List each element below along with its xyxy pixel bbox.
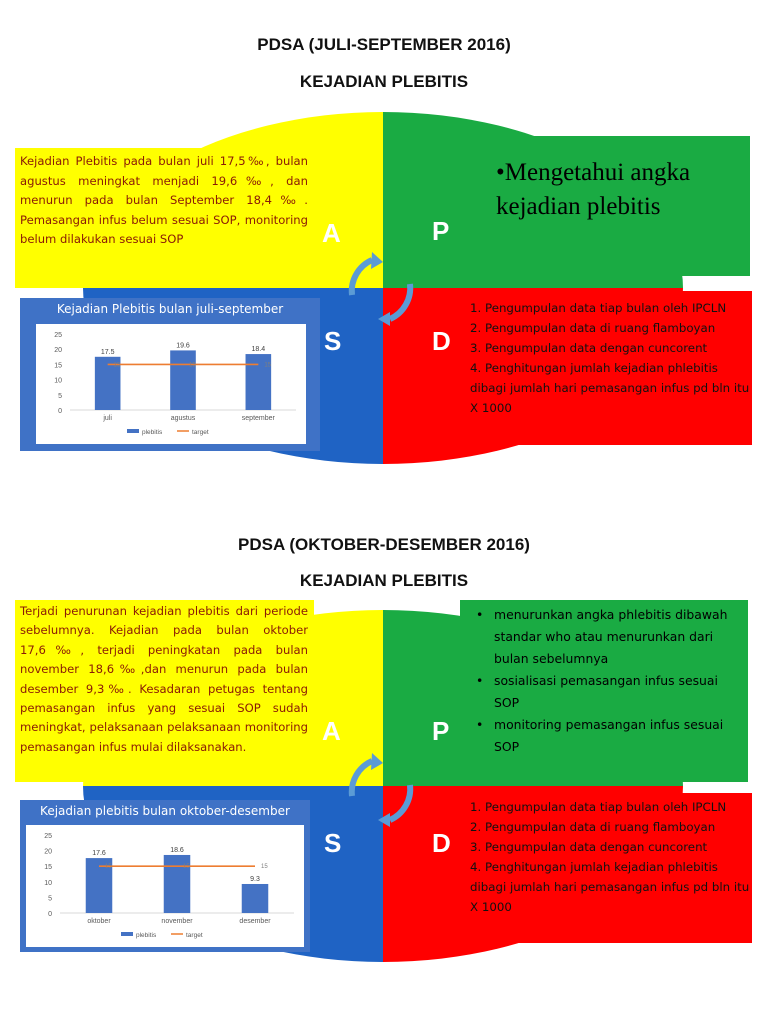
x-tick-label: september: [241, 415, 275, 422]
letter-d: D: [432, 326, 451, 356]
do-item: 2. Pengumpulan data di ruang flamboyan: [470, 820, 716, 834]
letter-a: A: [322, 218, 341, 248]
section2-subtitle: KEJADIAN PLEBITIS: [299, 571, 469, 590]
do-list: [470, 298, 750, 418]
y-tick-label: 5: [48, 895, 52, 903]
chart-title: Kejadian plebitis bulan oktober-desember: [40, 804, 290, 818]
y-tick-label: 25: [44, 833, 52, 840]
y-tick-label: 0: [48, 911, 52, 918]
act-text: Kejadian Plebitis pada bulan juli 17,5‰, bulan agustus meningkat menjadi 19,6‰, dan menurun pada bulan September 18,4‰. Pemasangan infus belum sesuai SOP, monitoring belum dilakukan sesuai SOP: [20, 154, 308, 247]
bar-data-label: 18.4: [251, 346, 266, 354]
bar-data-label: 9.3: [250, 875, 260, 883]
bar-data-label: 19.6: [176, 342, 190, 350]
target-data-label: 15: [261, 864, 268, 871]
bar: [170, 350, 196, 410]
section1-title: PDSA (JULI-SEPTEMBER 2016): [257, 35, 511, 54]
bar-data-label: 17.6: [92, 850, 106, 858]
do-list: [470, 797, 750, 917]
chart-1: [20, 298, 320, 451]
y-tick-label: 10: [44, 879, 52, 887]
do-item: 1. Pengumpulan data tiap bulan oleh IPCLN: [470, 800, 727, 814]
chart-2: [20, 800, 310, 952]
y-tick-label: 20: [44, 848, 52, 856]
letter-s: S: [324, 828, 342, 858]
do-item: 4. Penghitungan jumlah kejadian phlebitis dibagi jumlah hari pemasangan infus pd bln itu X 1000: [470, 361, 750, 415]
do-item: 1. Pengumpulan data tiap bulan oleh IPCLN: [470, 301, 727, 315]
y-tick-label: 15: [44, 864, 52, 872]
do-item: 2. Pengumpulan data di ruang flamboyan: [470, 321, 716, 335]
y-tick-label: 15: [54, 362, 62, 370]
plan-bullet: • monitoring pemasangan infus sesuai SOP: [494, 714, 734, 758]
y-tick-label: 25: [54, 332, 62, 339]
y-tick-label: 10: [54, 377, 62, 385]
do-item: 4. Penghitungan jumlah kejadian phlebitis dibagi jumlah hari pemasangan infus pd bln itu X 1000: [470, 860, 750, 914]
pdsa-cycle-2: [0, 600, 768, 980]
plan-bullets: [460, 604, 734, 758]
plan-bullet: • menurunkan angka phlebitis dibawah standar who atau menurunkan dari bulan sebelumnya: [494, 604, 734, 670]
letter-p: P: [432, 716, 450, 746]
legend-label: target: [192, 429, 209, 436]
target-data-label: 15: [189, 362, 196, 369]
y-tick-label: 5: [58, 392, 62, 400]
act-text: Terjadi penurunan kejadian plebitis dari periode sebelumnya. Kejadian pada bulan oktober 17,6‰, terjadi peningkatan pada bulan november 18,6‰,dan menurun pada bulan desember 9,3‰. Kesadaran petugas tentang pemasangan infus yang sesuai SOP sudah meningkat, pelaksanaan pelaksanaan monitoring pemasangan infus mulai dilaksanakan.: [20, 604, 308, 754]
legend-swatch-plebitis: [127, 429, 139, 433]
do-item: 3. Pengumpulan data dengan cuncorent: [470, 840, 708, 854]
legend-label: plebitis: [136, 932, 157, 939]
letter-a: A: [322, 716, 341, 746]
bar: [242, 884, 269, 913]
x-tick-label: november: [161, 918, 193, 925]
x-tick-label: oktober: [87, 918, 111, 925]
x-tick-label: agustus: [170, 415, 196, 422]
letter-p: P: [432, 216, 450, 246]
x-tick-label: desember: [239, 918, 271, 925]
section1-subtitle: KEJADIAN PLEBITIS: [299, 72, 469, 91]
legend-label: plebitis: [142, 429, 163, 436]
target-data-label: 15: [113, 362, 121, 369]
plan-bullet: • sosialisasi pemasangan infus sesuai SOP: [494, 670, 734, 714]
bar-data-label: 17.5: [100, 348, 115, 356]
legend-swatch-plebitis: [121, 932, 133, 936]
chart-svg: [26, 825, 304, 947]
letter-s: S: [324, 326, 342, 356]
target-data-label: 15: [183, 864, 190, 871]
target-data-label: 15: [264, 362, 272, 369]
letter-d: D: [432, 828, 451, 858]
target-data-label: 15: [105, 864, 112, 871]
y-tick-label: 20: [54, 347, 62, 355]
plan-text: •Mengetahui angka kejadian plebitis: [496, 159, 691, 220]
bar-data-label: 18.6: [170, 846, 184, 854]
do-item: 3. Pengumpulan data dengan cuncorent: [470, 341, 708, 355]
y-tick-label: 0: [58, 408, 62, 415]
pdsa-cycle-1: [0, 112, 768, 472]
chart-title: Kejadian Plebitis bulan juli-september: [56, 302, 284, 316]
section2-title: PDSA (OKTOBER-DESEMBER 2016): [238, 535, 530, 554]
x-tick-label: juli: [103, 415, 112, 422]
chart-svg: [36, 324, 306, 444]
legend-label: target: [186, 932, 203, 939]
